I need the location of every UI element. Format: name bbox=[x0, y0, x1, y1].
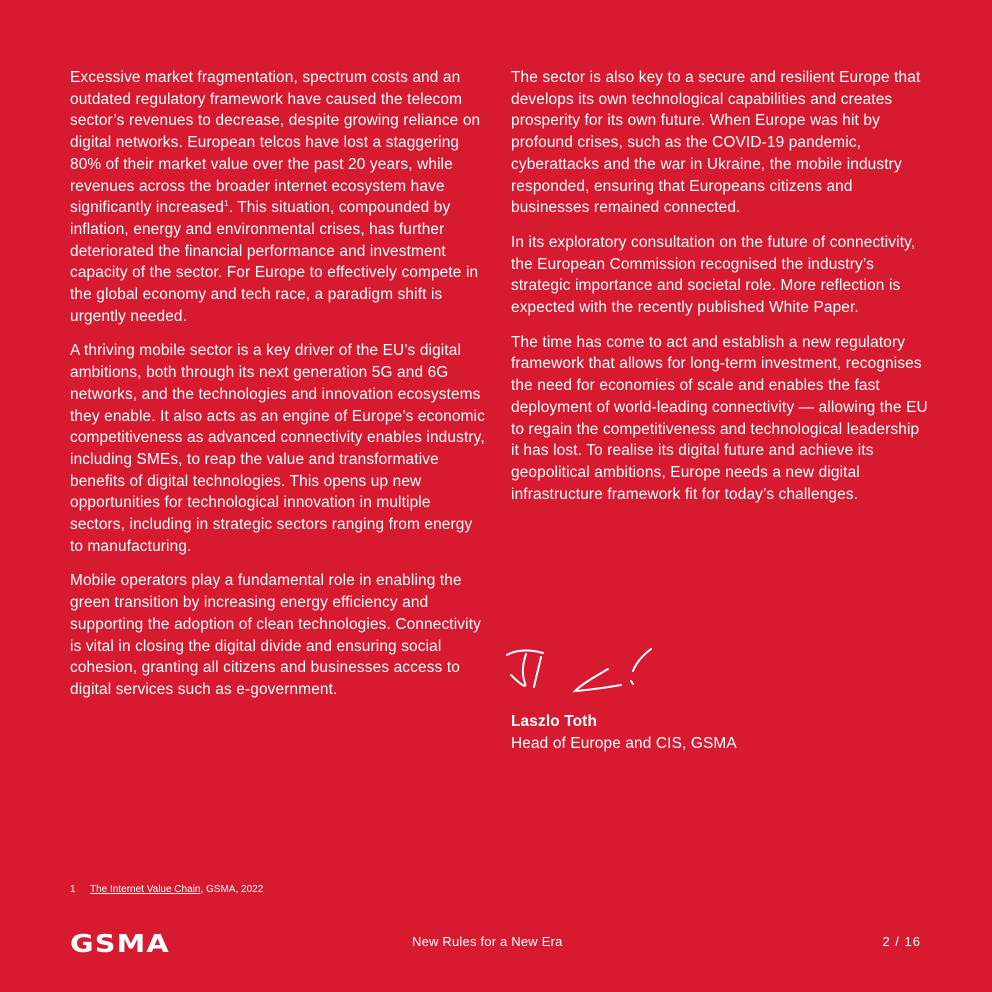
signatory-name: Laszlo Toth bbox=[511, 713, 598, 730]
signatory-title: Head of Europe and CIS, GSMA bbox=[511, 735, 737, 752]
paragraph-secure-europe: The sector is also key to a secure and resilient Europe that develops its own technological capabilities and creates prosperity for its own future. When Europe was hit by profound crises, such as the COVID-19 pandemic, cyberattacks and the war in Ukraine, the mobile industry responded, ensuring that Europeans citizens and businesses remained connected. bbox=[511, 69, 921, 217]
gsma-logo: GSMA bbox=[70, 929, 170, 958]
page-number: 2 / 16 bbox=[882, 934, 921, 949]
paragraph-time-to-act: The time has come to act and establish a new regulatory framework that allows for long-term investment, recognises the need for economies of scale and enables the fast deployment of world-leading connectivity — allowing the EU to regain the competitiveness and technological leadership it has lost. To realise its digital future and achieve its geopolitical ambitions, Europe needs a new digital infrastructure framework fit for today’s challenges. bbox=[511, 333, 928, 503]
footnote-number: 1 bbox=[70, 884, 76, 895]
paragraph-consultation: In its exploratory consultation on the future of connectivity, the European Commission recognised the industry’s strategic importance and societal role. More reflection is expected with the recently published White Paper. bbox=[511, 233, 916, 317]
footer-title: New Rules for a New Era bbox=[412, 934, 563, 949]
footnote-source: , GSMA, 2022 bbox=[200, 884, 264, 895]
paragraph-thriving-mobile-sector: A thriving mobile sector is a key driver of the EU’s digital ambitions, both through its next generation 5G and 6G networks, and the technologies and innovation ecosystems they enable. It also acts as an engine of Europe’s economic competitiveness as advanced connectivity enables industry, including SMEs, to reap the value and transformative benefits of digital technologies. This opens up new opportunities for technological innovation in multiple sectors, including in strategic sectors ranging from energy to manufacturing. bbox=[70, 342, 485, 555]
paragraph-green-transition: Mobile operators play a fundamental role in enabling the green transition by increasing energy efficiency and supporting the adoption of clean technologies. Connectivity is vital in closing the digital divide and ensuring social cohesion, granting all citizens and businesses access to digital services such as e-government. bbox=[70, 572, 481, 698]
footnote bbox=[70, 883, 263, 897]
footnote-link[interactable]: The Internet Value Chain bbox=[90, 884, 201, 895]
paragraph-market-fragmentation: Excessive market fragmentation, spectrum costs and an outdated regulatory framework have caused the telecom sector’s revenues to decrease, despite growing reliance on digital networks. European telcos have lost a staggering 80% of their market value over the past 20 years, while revenues across the broader internet ecosystem have significantly increased$^1$. This situation, compounded by inflation, energy and environmental crises, has further deteriorated the financial performance and investment capacity of the sector. For Europe to effectively compete in the global economy and tech race, a paradigm shift is urgently needed. bbox=[70, 69, 481, 325]
handwritten-signature bbox=[503, 645, 653, 697]
right-column bbox=[511, 67, 931, 518]
left-column bbox=[70, 67, 485, 714]
footnote-marker[interactable]: 1 bbox=[224, 199, 229, 209]
